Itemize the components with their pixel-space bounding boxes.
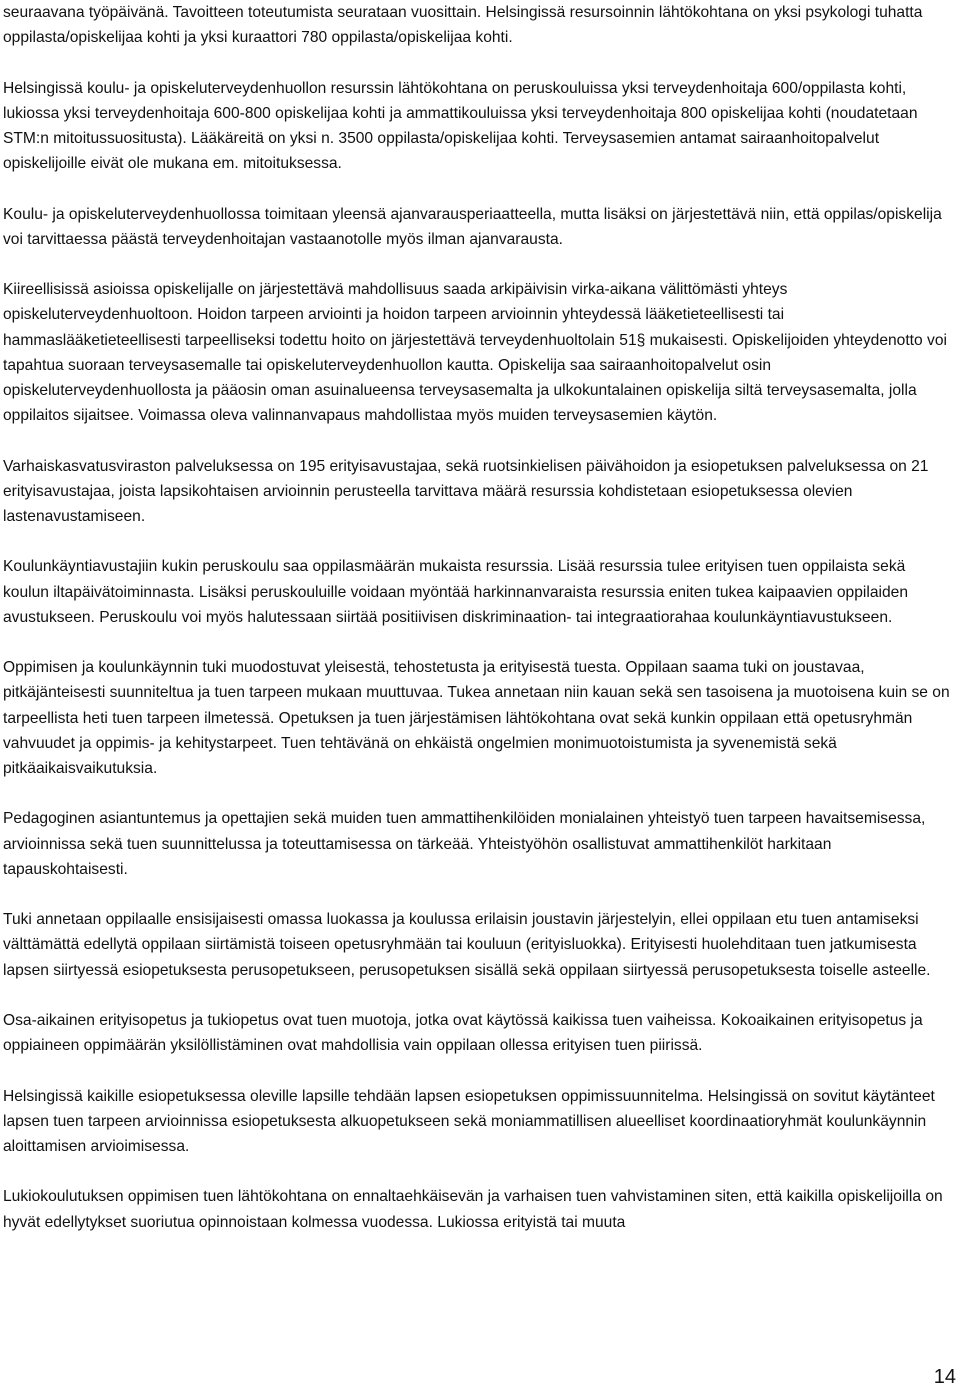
document-body bbox=[3, 0, 951, 1260]
paragraph-special-education: Osa-aikainen erityisopetus ja tukiopetus ovat tuen muotoja, jotka ovat käytössä kaikissa tuen vaiheissa. Kokoaikainen erityisopetus ja oppiaineen oppimäärän yksilöllistäminen ovat mahdollisia vain oppilaan ollessa erityisen tuen piirissä. bbox=[3, 1011, 923, 1055]
paragraph-preschool-plan: Helsingissä kaikille esiopetuksessa oleville lapsille tehdään lapsen esiopetuksen oppimissuunnitelma. Helsingissä on sovitut käytänteet lapsen tuen tarpeen arvioinnissa esiopetuksesta alkuopetukseen sekä moniammatillisen alueelliset koordinaatioryhmät koulunkäynnin aloittamisen arvioimisessa. bbox=[3, 1087, 935, 1155]
paragraph-support-in-classroom: Tuki annetaan oppilaalle ensisijaisesti omassa luokassa ja koulussa erilaisin joustavin järjestelyin, ellei oppilaan etu tuen antamiseksi välttämättä edellytä oppilaan siirtämistä toiseen opetusryhmään tai kouluun (erityisluokka). Erityisesti huolehditaan tuen jatkumisesta lapsen siirtyessä esiopetuksesta perusopetukseen, perusopetuksen sisällä sekä oppilaan siirtyessä perusopetuksesta toiselle asteelle. bbox=[3, 911, 931, 979]
paragraph-learning-support: Oppimisen ja koulunkäynnin tuki muodostuvat yleisestä, tehostetusta ja erityisestä tuesta. Oppilaan saama tuki on joustavaa, pitkäjänteisesti suunniteltua ja tuen tarpeen mukaan muuttuvaa. Tukea annetaan niin kauan sekä sen tasoisena ja muotoisena kuin se on tarpeellista heti tuen tarpeen ilmetessä. Opetuksen ja tuen järjestämisen lähtökohtana ovat sekä kunkin oppilaan että opetusryhmän vahvuudet ja oppimis- ja kehitystarpeet. Tuen tehtävänä on ehkäistä ongelmien monimuotoistumista ja syvenemistä sekä pitkäaikaisvaikutuksia. bbox=[3, 659, 950, 777]
paragraph-special-assistants: Varhaiskasvatusviraston palveluksessa on 195 erityisavustajaa, sekä ruotsinkielisen päivähoidon ja esiopetuksen palveluksessa on 21 erityisavustajaa, joista lapsikohtaisen arvioinnin perusteella tarvittava määrä resurssia kohdistetaan esiopetuksessa olevien lastenavustamiseen. bbox=[3, 457, 929, 525]
paragraph-health-care-resources: Helsingissä koulu- ja opiskeluterveydenhuollon resurssin lähtökohtana on peruskouluissa yksi terveydenhoitaja 600/oppilasta kohti, lukiossa yksi terveydenhoitaja 600-800 opiskelijaa kohti ja ammattikouluissa yksi terveydenhoitaja 800 opiskelijaa kohti (noudatetaan STM:n mitoitussuositusta). Lääkäreitä on yksi n. 3500 oppilasta/opiskelijaa kohti. Terveysasemien antamat sairaanhoitopalvelut opiskelijoille eivät ole mukana em. mitoituksessa. bbox=[3, 79, 918, 173]
page-number: 14 bbox=[933, 1366, 956, 1388]
paragraph-school-assistants: Koulunkäyntiavustajiin kukin peruskoulu saa oppilasmäärän mukaista resurssia. Lisää resurssia tulee erityisen tuen oppilaista sekä koulun iltapäivätoiminnasta. Lisäksi peruskouluille voidaan myöntää harkinnanvaraista resurssia eniten tukea kaipaavien oppilaiden avustukseen. Peruskoulu voi myös halutessaan siirtää positiivisen diskriminaation- tai integraatiorahaa koulunkäyntiavustukseen. bbox=[3, 558, 908, 626]
paragraph-appointments: Koulu- ja opiskeluterveydenhuollossa toimitaan yleensä ajanvarausperiaatteella, mutta lisäksi on järjestettävä niin, että oppilas/opiskelija voi tarvittaessa päästä terveydenhoitajan vastaanotolle myös ilman ajanvarausta. bbox=[3, 205, 942, 248]
paragraph-upper-secondary: Lukiokoulutuksen oppimisen tuen lähtökohtana on ennaltaehkäisevän ja varhaisen tuen vahvistaminen siten, että kaikilla opiskelijoilla on hyvät edellytykset suoriutua opinnoistaan kolmessa vuodessa. Lukiossa erityistä tai muuta bbox=[3, 1188, 943, 1231]
paragraph-resourcing-psychologists: seuraavana työpäivänä. Tavoitteen toteutumista seurataan vuosittain. Helsingissä resursoinnin lähtökohtana on yksi psykologi tuhatta oppilasta/opiskelijaa kohti ja yksi kuraattori 780 oppilasta/opiskelijaa kohti. bbox=[3, 4, 923, 47]
paragraph-urgent-matters: Kiireellisissä asioissa opiskelijalle on järjestettävä mahdollisuus saada arkipäivisin virka-aikana välittömästi yhteys opiskeluterveydenhuoltoon. Hoidon tarpeen arviointi ja hoidon tarpeen arvioinnin yhteydessä lääketieteellisesti tai hammaslääketieteellisesti tarpeelliseksi todettu hoito on järjestettävä terveydenhuoltolain 51§ mukaisesti. Opiskelijoiden yhteydenotto voi tapahtua suoraan terveysasemalle tai opiskeluterveydenhuollon kautta. Opiskelija saa sairaanhoitopalvelut osin opiskeluterveydenhuollosta ja pääosin oman asuinalueensa terveysasemalta ja ulkokuntalainen opiskelija siltä terveysasemalta, jolla oppilaitos sijaitsee. Voimassa oleva valinnanvapaus mahdollistaa myös muiden terveysasemien käytön. bbox=[3, 281, 947, 425]
paragraph-pedagogical-expertise: Pedagoginen asiantuntemus ja opettajien sekä muiden tuen ammattihenkilöiden monialainen yhteistyö tuen tarpeen havaitsemisessa, arvioinnissa sekä tuen suunnittelussa ja toteuttamisessa on tärkeää. Yhteistyöhön osallistuvat ammattihenkilöt harkitaan tapauskohtaisesti. bbox=[3, 810, 926, 878]
